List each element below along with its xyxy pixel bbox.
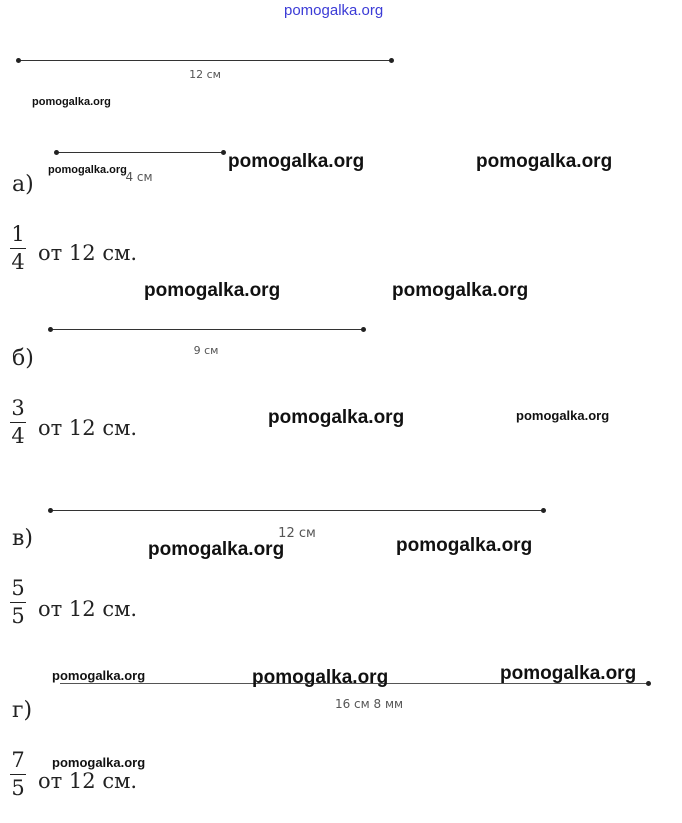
- segment-endpoint: [646, 681, 651, 686]
- fraction-numerator: 7: [11, 748, 25, 772]
- watermark: pomogalka.org: [516, 408, 610, 423]
- segment-label: 4 см: [125, 170, 153, 184]
- fraction-rest: от 12 см.: [38, 241, 138, 265]
- watermark: pomogalka.org: [52, 668, 146, 683]
- segment-endpoint: [48, 327, 53, 332]
- fraction-denominator: 4: [11, 250, 25, 274]
- segment-label: 9 см: [193, 344, 219, 357]
- segment-endpoint: [48, 508, 53, 513]
- watermark: pomogalka.org: [32, 96, 111, 108]
- fraction: [10, 224, 26, 273]
- fraction-denominator: 5: [11, 604, 25, 628]
- fraction: [10, 750, 26, 799]
- fraction-denominator: 5: [11, 776, 25, 800]
- segment-label: 12 см: [278, 526, 316, 541]
- fraction-numerator: 3: [11, 396, 25, 420]
- fraction-rest: от 12 см.: [38, 769, 138, 793]
- watermark: pomogalka.org: [392, 280, 529, 301]
- watermark: pomogalka.org: [48, 164, 127, 176]
- watermark-link[interactable]: pomogalka.org: [284, 2, 384, 19]
- watermark: pomogalka.org: [268, 407, 405, 428]
- fraction-numerator: 1: [11, 222, 25, 246]
- segment-line: [18, 60, 392, 61]
- segment-label: 16 см 8 мм: [334, 697, 404, 711]
- segment-endpoint: [389, 58, 394, 63]
- fraction: [10, 398, 26, 447]
- segment-endpoint: [221, 150, 226, 155]
- segment-label: 12 см: [189, 68, 221, 81]
- part-letter: а): [12, 172, 34, 197]
- fraction-denominator: 4: [11, 424, 25, 448]
- watermark: pomogalka.org: [396, 535, 533, 556]
- watermark: pomogalka.org: [476, 151, 613, 172]
- fraction-numerator: 5: [11, 576, 25, 600]
- watermark: pomogalka.org: [52, 755, 146, 770]
- watermark: pomogalka.org: [144, 280, 281, 301]
- segment-endpoint: [541, 508, 546, 513]
- part-letter: б): [12, 346, 34, 371]
- part-letter: г): [12, 698, 33, 723]
- segment-endpoint: [54, 150, 59, 155]
- segment-endpoint: [361, 327, 366, 332]
- fraction: [10, 578, 26, 627]
- segment-line: [50, 510, 544, 511]
- fraction-rest: от 12 см.: [38, 597, 138, 621]
- segment-endpoint: [16, 58, 21, 63]
- watermark: pomogalka.org: [500, 663, 637, 684]
- watermark: pomogalka.org: [228, 151, 365, 172]
- watermark: pomogalka.org: [252, 667, 389, 688]
- part-letter: в): [12, 526, 33, 551]
- segment-line: [50, 329, 364, 330]
- watermark: pomogalka.org: [148, 539, 285, 560]
- fraction-rest: от 12 см.: [38, 416, 138, 440]
- segment-line: [56, 152, 224, 153]
